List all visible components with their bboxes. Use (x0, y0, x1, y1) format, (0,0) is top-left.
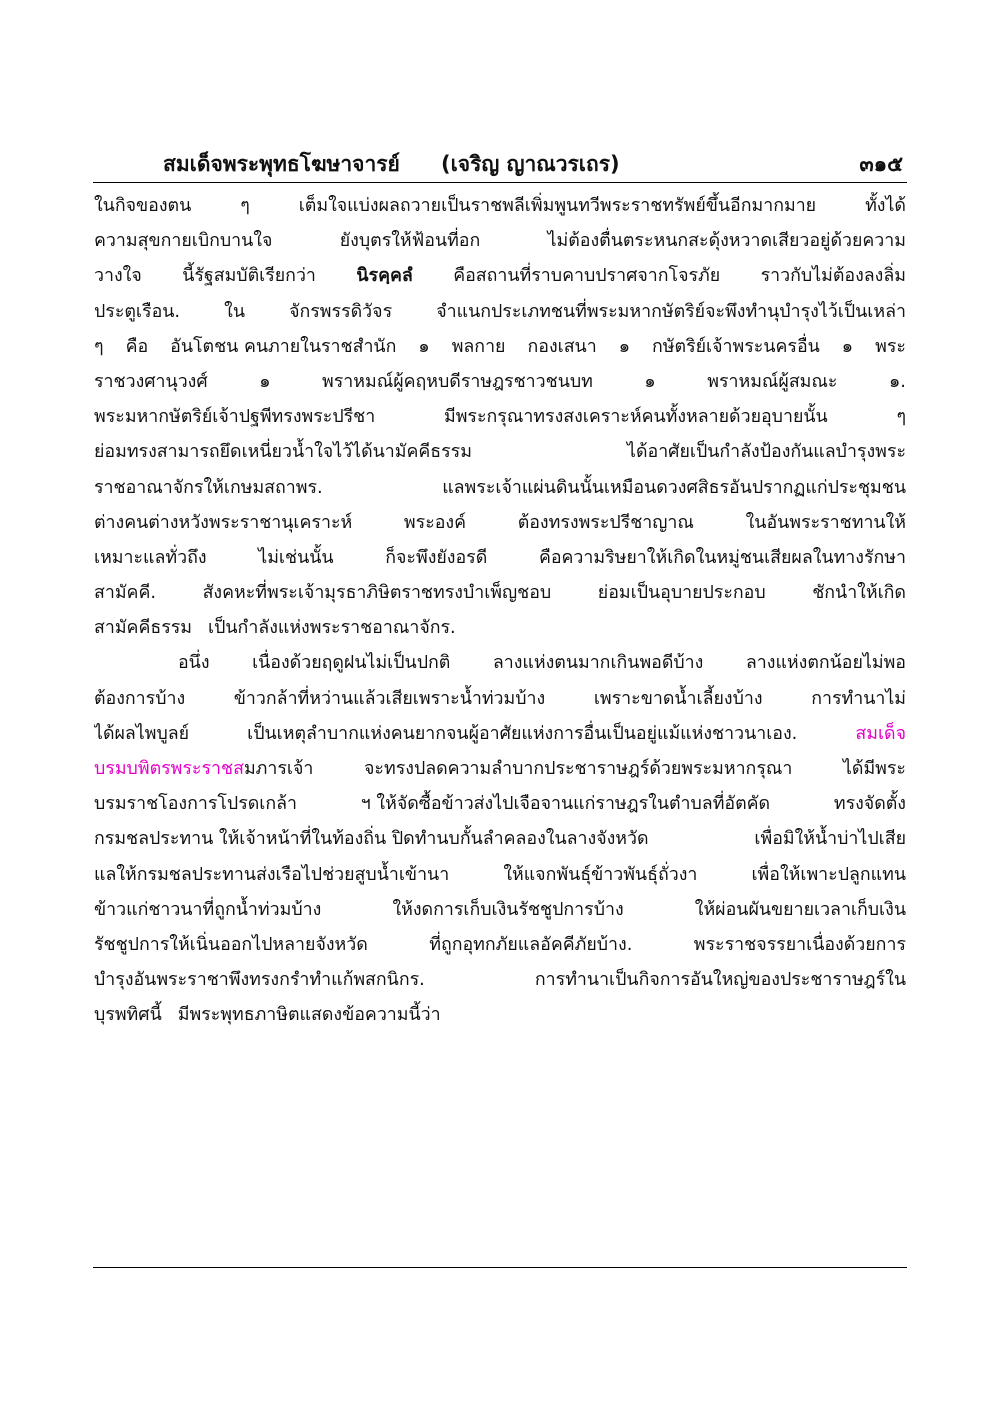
text-line: ๆ คือ อันโตชน คนภายในราชสำนัก ๑ พลกาย กองเสนา ๑ กษัตริย์เจ้าพระนครอื่น ๑ พระ (94, 335, 906, 357)
text-line: ได้ผลไพบูลย์ เป็นเหตุลำบากแห่งคนยากจนผู้อาศัยแห่งการอื่นเป็นอยู่แม้แห่งชาวนาเอง. สมเด็จ (94, 716, 906, 751)
text-line: ราชอาณาจักรให้เกษมสถาพร. แลพระเจ้าแผ่นดินนั้นเหมือนดวงศสิธรอันปรากฏแก่ประชุมชน (94, 476, 906, 498)
text-line: ข้าวแก่ชาวนาที่ถูกน้ำท่วมบ้าง ให้งดการเก็บเงินรัชชูปการบ้าง ให้ผ่อนผันขยายเวลาเก็บเงิน (94, 898, 906, 920)
page-number: ๓๑๕ (859, 152, 903, 176)
text-line: บรมราชโองการโปรดเกล้า ฯ ให้จัดซื้อข้าวส่งไปเจือจานแก่ราษฎรในตำบลที่อัตคัด ทรงจัดตั้ง (94, 793, 906, 815)
text-line: บุรพทิศนี้ มีพระพุทธภาษิตแสดงข้อความนี้ว่า (94, 1004, 441, 1026)
text-line: รัชชูปการให้เนิ่นออกไปหลายจังหวัด ที่ถูกอุทกภัยแลอัคคีภัยบ้าง. พระราชจรรยาเนื่องด้วยการ (94, 933, 906, 955)
text-line: แลให้กรมชลประทานส่งเรือไปช่วยสูบน้ำเข้านา ให้แจกพันธุ์ข้าวพันธุ์ถั่วงา เพื่อให้เพาะปลูกแทน (94, 863, 906, 885)
text-line: ต่างคนต่างหวังพระราชานุเคราะห์ พระองค์ ต้องทรงพระปรีชาญาณ ในอันพระราชทานให้ (94, 511, 906, 533)
highlighted-text: บรมบพิตรพระราชส (94, 758, 244, 779)
text-line: ความสุขกายเบิกบานใจ ยังบุตรให้ฟ้อนที่อก ไม่ต้องตื่นตระหนกสะดุ้งหวาดเสียวอยู่ด้วยความ (94, 230, 906, 252)
text-line: สามัคคีธรรม เป็นกำลังแห่งพระราชอาณาจักร. (94, 617, 456, 639)
text-line: ในกิจของตน ๆ เต็มใจแบ่งผลถวายเป็นราชพลีเพิ่มพูนทวีพระราชทรัพย์ขึ้นอีกมากมาย ทั้งได้ (94, 195, 906, 216)
text-line: ประตูเรือน. ใน จักรพรรดิวัจร จำแนกประเภทชนที่พระมหากษัตริย์จะพึงทำนุบำรุงไว้เป็นเหล่า (94, 300, 906, 322)
text-line: พระมหากษัตริย์เจ้าปฐพีทรงพระปรีชา มีพระกรุณาทรงสงเคราะห์คนทั้งหลายด้วยอุบายนั้น ๆ (94, 406, 906, 428)
text-line: กรมชลประทาน ให้เจ้าหน้าที่ในท้องถิ่น ปิดทำนบกั้นลำคลองในลางจังหวัด เพื่อมิให้น้ำบ่าไปเสีย (94, 828, 906, 850)
text-line: เหมาะแลทั่วถึง ไม่เช่นนั้น ก็จะพึงยังอรดี คือความริษยาให้เกิดในหมู่ชนเสียผลในทางรักษา (94, 546, 906, 568)
header-title: สมเด็จพระพุทธโฆษาจารย์ (163, 152, 400, 176)
text-line: บำรุงอันพระราชาพึงทรงกรำทำแก้พสกนิกร. การทำนาเป็นกิจการอันใหญ่ของประชาราษฎร์ใน (94, 969, 906, 991)
highlighted-text: สมเด็จ (855, 722, 906, 744)
pali-term: นิรคฺคลํ (356, 265, 413, 287)
header-subtitle: (เจริญ ญาณวรเถร) (441, 152, 620, 176)
body-text (94, 188, 906, 1033)
text-line: วางใจ นี้รัฐสมบัติเรียกว่า นิรคฺคลํ คือสถานที่ราบคาบปราศจากโจรภัย ราวกับไม่ต้องลงลิ่ม (94, 258, 906, 293)
page-header (93, 146, 907, 183)
text-line: ต้องการบ้าง ข้าวกล้าที่หว่านแล้วเสียเพราะน้ำท่วมบ้าง เพราะขาดน้ำเลี้ยงบ้าง การทำนาไม่ (94, 687, 906, 709)
text-line: สามัคคี. สังคหะที่พระเจ้ามุรธาภิษิตราชทรงบำเพ็ญชอบ ย่อมเป็นอุบายประกอบ ชักนำให้เกิด (94, 582, 906, 604)
text-line: ราชวงศานุวงศ์ ๑ พราหมณ์ผู้คฤหบดีราษฎรชาวชนบท ๑ พราหมณ์ผู้สมณะ ๑. (94, 370, 906, 392)
text-line: อนึ่ง เนื่องด้วยฤดูฝนไม่เป็นปกติ ลางแห่งตนมากเกินพอดีบ้าง ลางแห่งตกน้อยไม่พอ (178, 652, 906, 674)
footer-rule (93, 1267, 907, 1268)
text-line: ย่อมทรงสามารถยึดเหนี่ยวน้ำใจไว้ได้นามัคคีธรรม ได้อาศัยเป็นกำลังป้องกันแลบำรุงพระ (94, 441, 906, 463)
text-line: บรมบพิตรพระราชสมภารเจ้า จะทรงปลดความลำบากประชาราษฎร์ด้วยพระมหากรุณา ได้มีพระ (94, 751, 906, 786)
